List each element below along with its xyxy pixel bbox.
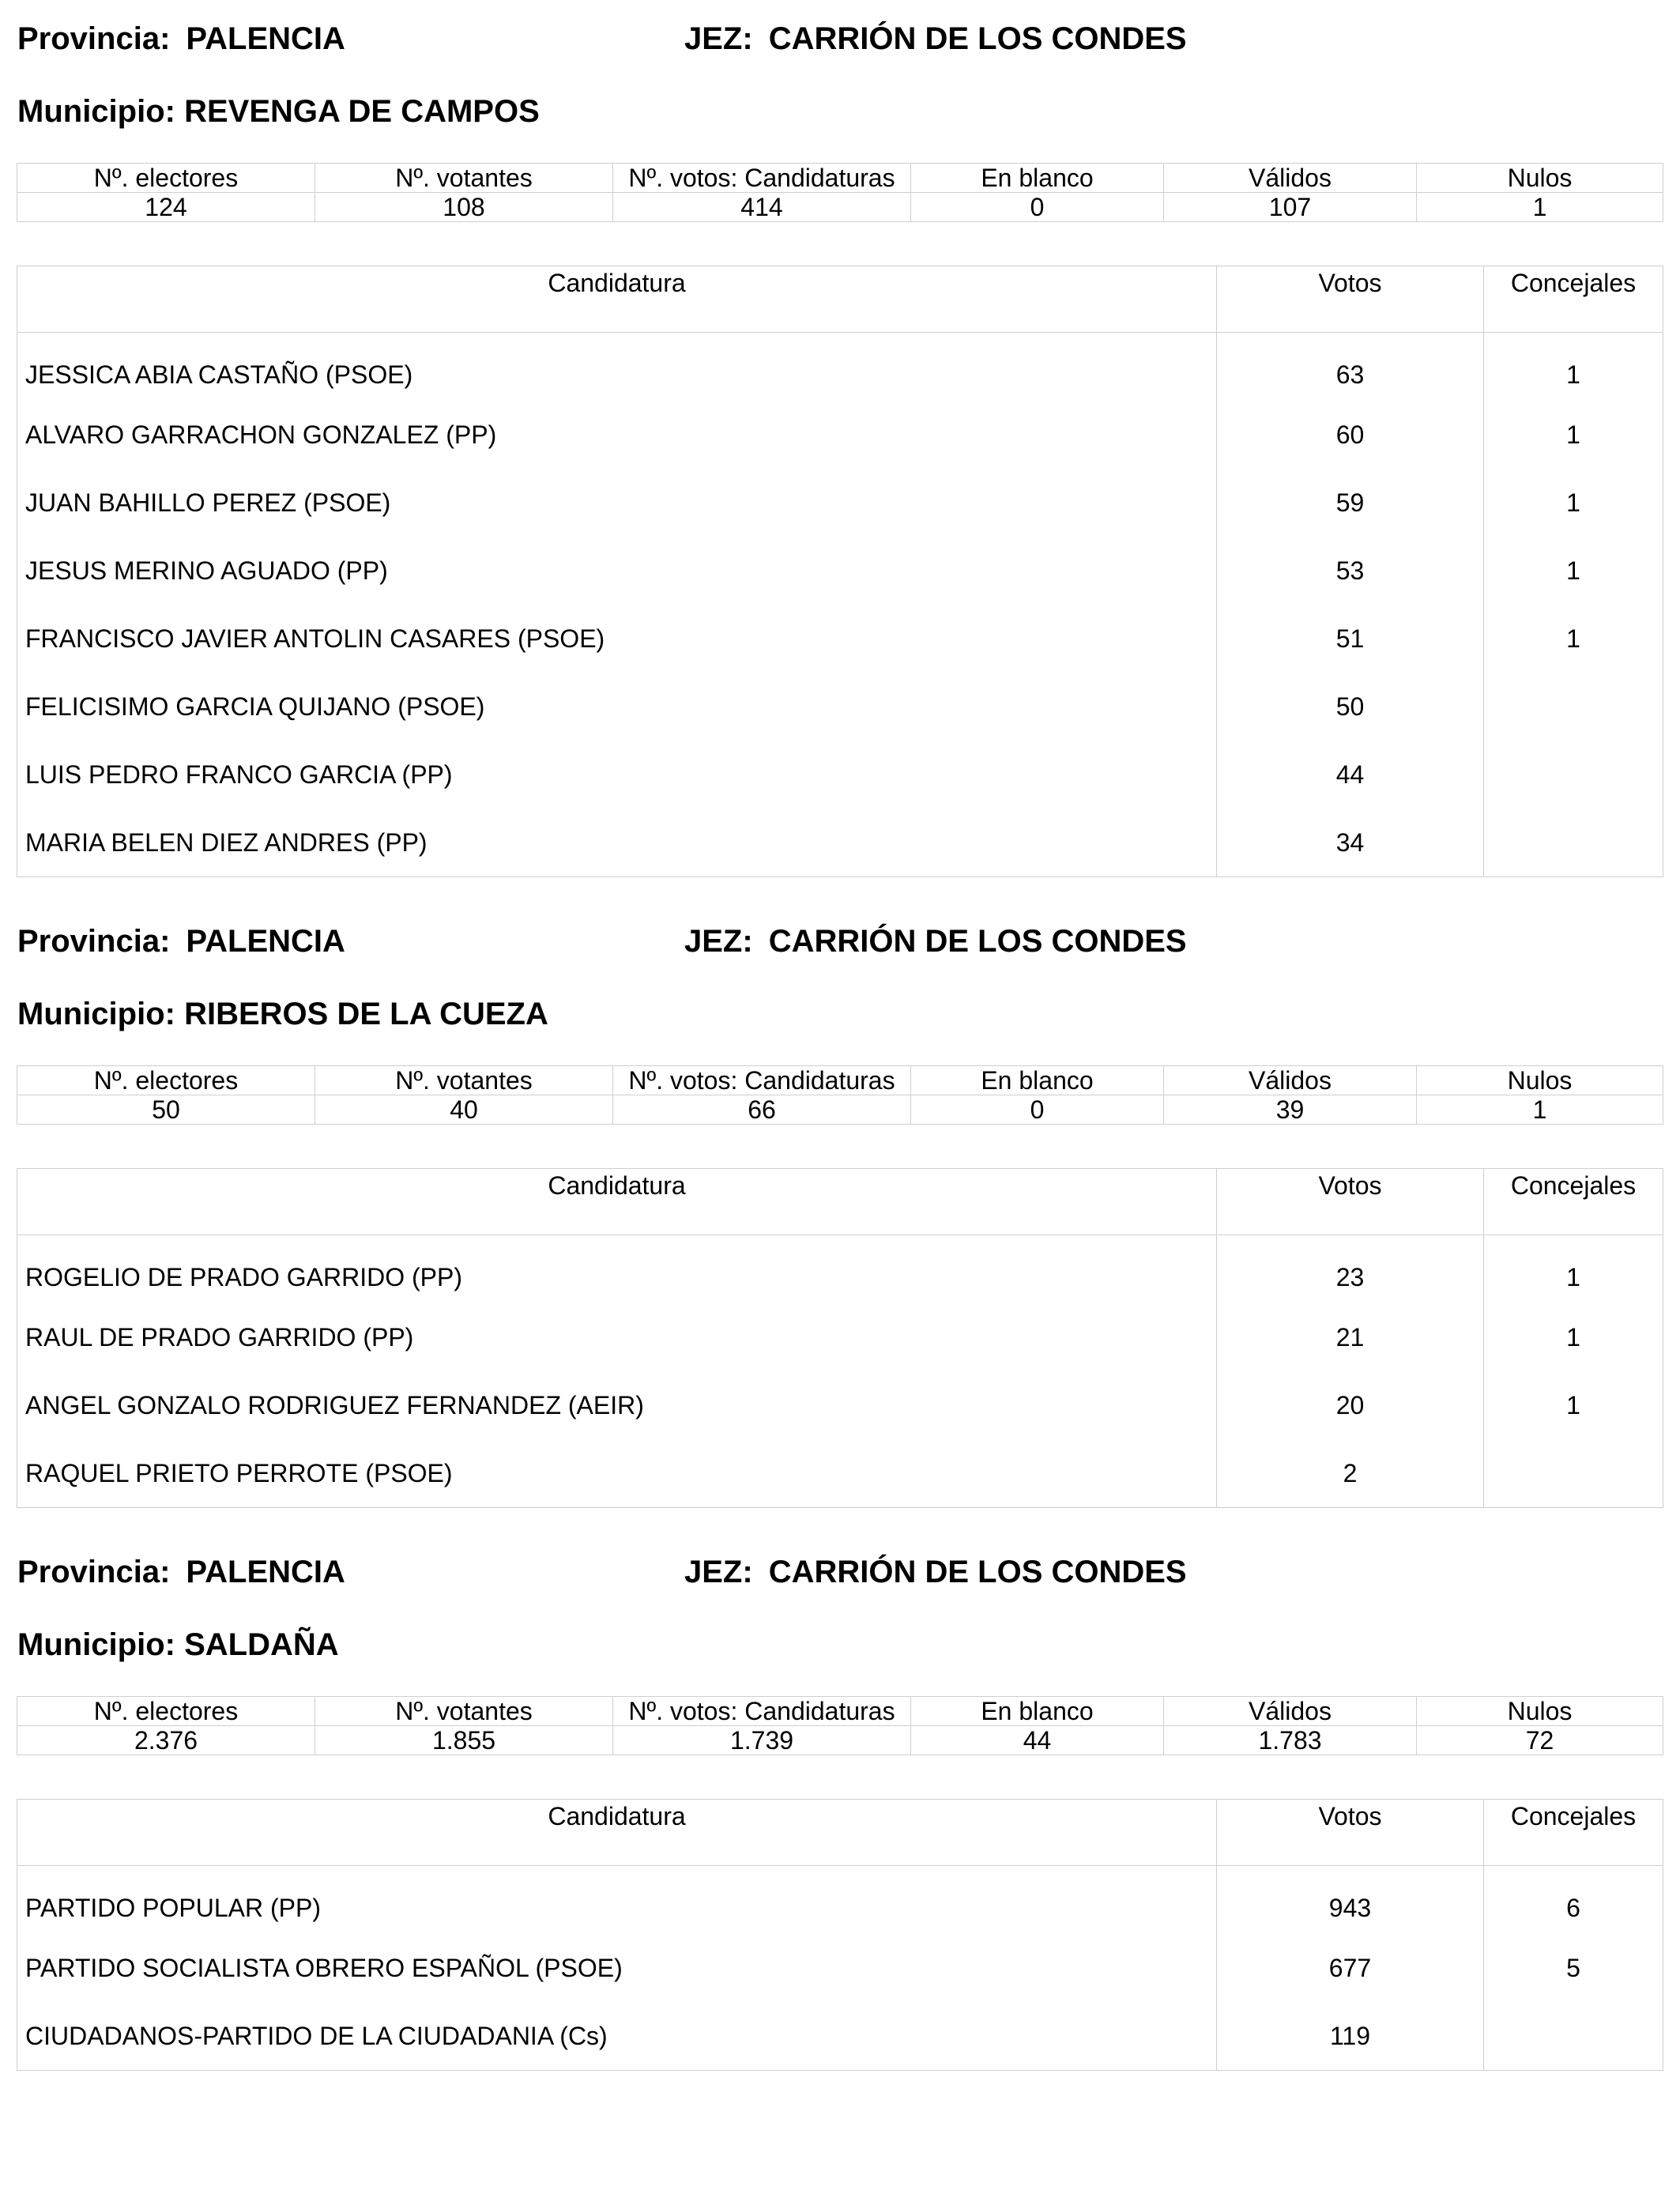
provincia-header — [17, 21, 345, 57]
candidate-concejales: 1 — [1566, 420, 1580, 449]
stats-table — [17, 1696, 1663, 1755]
candidate-row — [17, 1303, 1663, 1371]
candidate-concejales — [1484, 673, 1663, 741]
candidatura-column-header: Candidatura — [17, 266, 1217, 333]
candidate-name: PARTIDO POPULAR (PP) — [17, 1866, 1217, 1935]
candidate-votos: 34 — [1217, 809, 1484, 877]
stats-header-votos-candidaturas: Nº. votos: Candidaturas — [613, 1066, 911, 1095]
candidate-row — [17, 469, 1663, 537]
stats-header-nulos: Nulos — [1417, 1697, 1663, 1726]
stats-value-votantes: 40 — [315, 1095, 613, 1125]
candidate-name: ALVARO GARRACHON GONZALEZ (PP) — [17, 401, 1217, 469]
stats-value-row — [17, 1726, 1663, 1755]
candidate-name: ROGELIO DE PRADO GARRIDO (PP) — [17, 1235, 1217, 1304]
stats-value-nulos: 72 — [1417, 1726, 1663, 1755]
stats-header-row — [17, 164, 1663, 193]
stats-value-votos-candidaturas: 414 — [613, 193, 911, 222]
candidatura-column-header: Candidatura — [17, 1169, 1217, 1235]
candidate-votos: 943 — [1217, 1866, 1484, 1935]
stats-value-row — [17, 193, 1663, 222]
jez-header — [684, 21, 1187, 57]
stats-header-nulos: Nulos — [1417, 164, 1663, 193]
candidate-concejales: 1 — [1566, 1391, 1580, 1419]
stats-value-validos: 39 — [1164, 1095, 1417, 1125]
provincia-header — [17, 1554, 345, 1590]
stats-table — [17, 1065, 1663, 1125]
candidate-concejales: 6 — [1566, 1894, 1580, 1922]
provincia-header — [17, 923, 345, 959]
stats-header-validos: Válidos — [1164, 164, 1417, 193]
stats-header-nulos: Nulos — [1417, 1066, 1663, 1095]
stats-header-electores: Nº. electores — [17, 1697, 315, 1726]
stats-header-en-blanco: En blanco — [911, 1066, 1164, 1095]
candidate-name: FELICISIMO GARCIA QUIJANO (PSOE) — [17, 673, 1217, 741]
stats-value-votos-candidaturas: 66 — [613, 1095, 911, 1125]
candidate-row — [17, 401, 1663, 469]
jez-label: JEZ: — [684, 21, 753, 56]
stats-header-votantes: Nº. votantes — [315, 1066, 613, 1095]
stats-value-nulos: 1 — [1417, 193, 1663, 222]
concejales-column-header: Concejales — [1484, 266, 1663, 333]
stats-value-en-blanco: 44 — [911, 1726, 1164, 1755]
candidates-table — [17, 1799, 1663, 2071]
stats-header-electores: Nº. electores — [17, 164, 315, 193]
votos-column-header: Votos — [1217, 1169, 1484, 1235]
stats-value-nulos: 1 — [1417, 1095, 1663, 1125]
municipio-value: SALDAÑA — [184, 1627, 339, 1662]
stats-value-electores: 2.376 — [17, 1726, 315, 1755]
candidate-votos: 60 — [1217, 401, 1484, 469]
candidate-name: CIUDADANOS-PARTIDO DE LA CIUDADANIA (Cs) — [17, 2002, 1217, 2071]
candidate-votos: 119 — [1217, 2002, 1484, 2071]
candidate-name: FRANCISCO JAVIER ANTOLIN CASARES (PSOE) — [17, 605, 1217, 673]
candidate-row — [17, 1439, 1663, 1508]
candidates-table — [17, 1168, 1663, 1508]
stats-header-validos: Válidos — [1164, 1066, 1417, 1095]
candidate-name: RAUL DE PRADO GARRIDO (PP) — [17, 1303, 1217, 1371]
candidate-row — [17, 2002, 1663, 2071]
candidate-row — [17, 1235, 1663, 1304]
stats-value-validos: 1.783 — [1164, 1726, 1417, 1755]
candidate-name: JESSICA ABIA CASTAÑO (PSOE) — [17, 333, 1217, 401]
candidate-votos: 21 — [1217, 1303, 1484, 1371]
candidate-votos: 50 — [1217, 673, 1484, 741]
jez-value: CARRIÓN DE LOS CONDES — [768, 924, 1187, 959]
candidatura-column-header: Candidatura — [17, 1800, 1217, 1866]
stats-value-en-blanco: 0 — [911, 1095, 1164, 1125]
candidate-name: PARTIDO SOCIALISTA OBRERO ESPAÑOL (PSOE) — [17, 1934, 1217, 2002]
candidate-concejales: 5 — [1566, 1954, 1580, 1982]
provincia-value: PALENCIA — [186, 21, 345, 56]
provincia-label: Provincia: — [17, 21, 171, 56]
candidate-row — [17, 673, 1663, 741]
candidate-concejales: 1 — [1566, 556, 1580, 585]
candidate-votos: 51 — [1217, 605, 1484, 673]
jez-value: CARRIÓN DE LOS CONDES — [768, 1555, 1187, 1589]
candidate-row — [17, 1371, 1663, 1439]
candidate-row — [17, 809, 1663, 877]
stats-value-votantes: 1.855 — [315, 1726, 613, 1755]
candidate-row — [17, 741, 1663, 809]
stats-value-electores: 124 — [17, 193, 315, 222]
candidate-votos: 677 — [1217, 1934, 1484, 2002]
candidate-votos: 2 — [1217, 1439, 1484, 1508]
jez-label: JEZ: — [684, 924, 753, 959]
concejales-column-header: Concejales — [1484, 1800, 1663, 1866]
candidate-concejales: 1 — [1566, 624, 1580, 653]
stats-header-en-blanco: En blanco — [911, 164, 1164, 193]
candidate-row — [17, 333, 1663, 401]
candidate-name: LUIS PEDRO FRANCO GARCIA (PP) — [17, 741, 1217, 809]
stats-header-votos-candidaturas: Nº. votos: Candidaturas — [613, 1697, 911, 1726]
candidate-votos: 23 — [1217, 1235, 1484, 1304]
candidate-concejales: 1 — [1566, 488, 1580, 517]
candidate-concejales — [1484, 809, 1663, 877]
candidate-name: ANGEL GONZALO RODRIGUEZ FERNANDEZ (AEIR) — [17, 1371, 1217, 1439]
jez-label: JEZ: — [684, 1555, 753, 1589]
candidate-votos: 20 — [1217, 1371, 1484, 1439]
provincia-value: PALENCIA — [186, 924, 345, 959]
provincia-label: Provincia: — [17, 1555, 171, 1589]
candidate-name: RAQUEL PRIETO PERROTE (PSOE) — [17, 1439, 1217, 1508]
municipio-label: Municipio: — [17, 997, 175, 1031]
stats-value-en-blanco: 0 — [911, 193, 1164, 222]
stats-header-en-blanco: En blanco — [911, 1697, 1164, 1726]
stats-table — [17, 163, 1663, 222]
candidate-row — [17, 1934, 1663, 2002]
stats-value-validos: 107 — [1164, 193, 1417, 222]
candidate-concejales: 1 — [1566, 360, 1580, 389]
municipio-header — [17, 996, 548, 1032]
municipio-header — [17, 93, 540, 130]
stats-header-row — [17, 1697, 1663, 1726]
stats-header-validos: Válidos — [1164, 1697, 1417, 1726]
candidate-votos: 63 — [1217, 333, 1484, 401]
candidate-concejales: 1 — [1566, 1263, 1580, 1291]
candidate-name: JUAN BAHILLO PEREZ (PSOE) — [17, 469, 1217, 537]
jez-header — [684, 1554, 1187, 1590]
candidate-name: MARIA BELEN DIEZ ANDRES (PP) — [17, 809, 1217, 877]
municipio-header — [17, 1627, 339, 1663]
stats-header-votos-candidaturas: Nº. votos: Candidaturas — [613, 164, 911, 193]
municipio-label: Municipio: — [17, 1627, 175, 1662]
candidate-row — [17, 1866, 1663, 1935]
stats-value-row — [17, 1095, 1663, 1125]
stats-value-votantes: 108 — [315, 193, 613, 222]
jez-value: CARRIÓN DE LOS CONDES — [768, 21, 1187, 56]
candidates-header-row — [17, 1800, 1663, 1866]
municipio-label: Municipio: — [17, 94, 175, 129]
votos-column-header: Votos — [1217, 1800, 1484, 1866]
candidate-name: JESUS MERINO AGUADO (PP) — [17, 537, 1217, 605]
stats-value-electores: 50 — [17, 1095, 315, 1125]
candidate-row — [17, 537, 1663, 605]
votos-column-header: Votos — [1217, 266, 1484, 333]
municipio-value: REVENGA DE CAMPOS — [184, 94, 540, 129]
candidate-concejales — [1484, 1439, 1663, 1508]
provincia-label: Provincia: — [17, 924, 171, 959]
candidate-concejales: 1 — [1566, 1323, 1580, 1351]
candidate-row — [17, 605, 1663, 673]
candidate-votos: 53 — [1217, 537, 1484, 605]
candidates-header-row — [17, 266, 1663, 333]
municipio-value: RIBEROS DE LA CUEZA — [184, 997, 548, 1031]
stats-value-votos-candidaturas: 1.739 — [613, 1726, 911, 1755]
candidates-table — [17, 266, 1663, 877]
candidates-header-row — [17, 1169, 1663, 1235]
candidate-concejales — [1484, 741, 1663, 809]
candidate-concejales — [1484, 2002, 1663, 2071]
concejales-column-header: Concejales — [1484, 1169, 1663, 1235]
candidate-votos: 44 — [1217, 741, 1484, 809]
provincia-value: PALENCIA — [186, 1555, 345, 1589]
stats-header-votantes: Nº. votantes — [315, 1697, 613, 1726]
stats-header-electores: Nº. electores — [17, 1066, 315, 1095]
jez-header — [684, 923, 1187, 959]
stats-header-votantes: Nº. votantes — [315, 164, 613, 193]
candidate-votos: 59 — [1217, 469, 1484, 537]
stats-header-row — [17, 1066, 1663, 1095]
